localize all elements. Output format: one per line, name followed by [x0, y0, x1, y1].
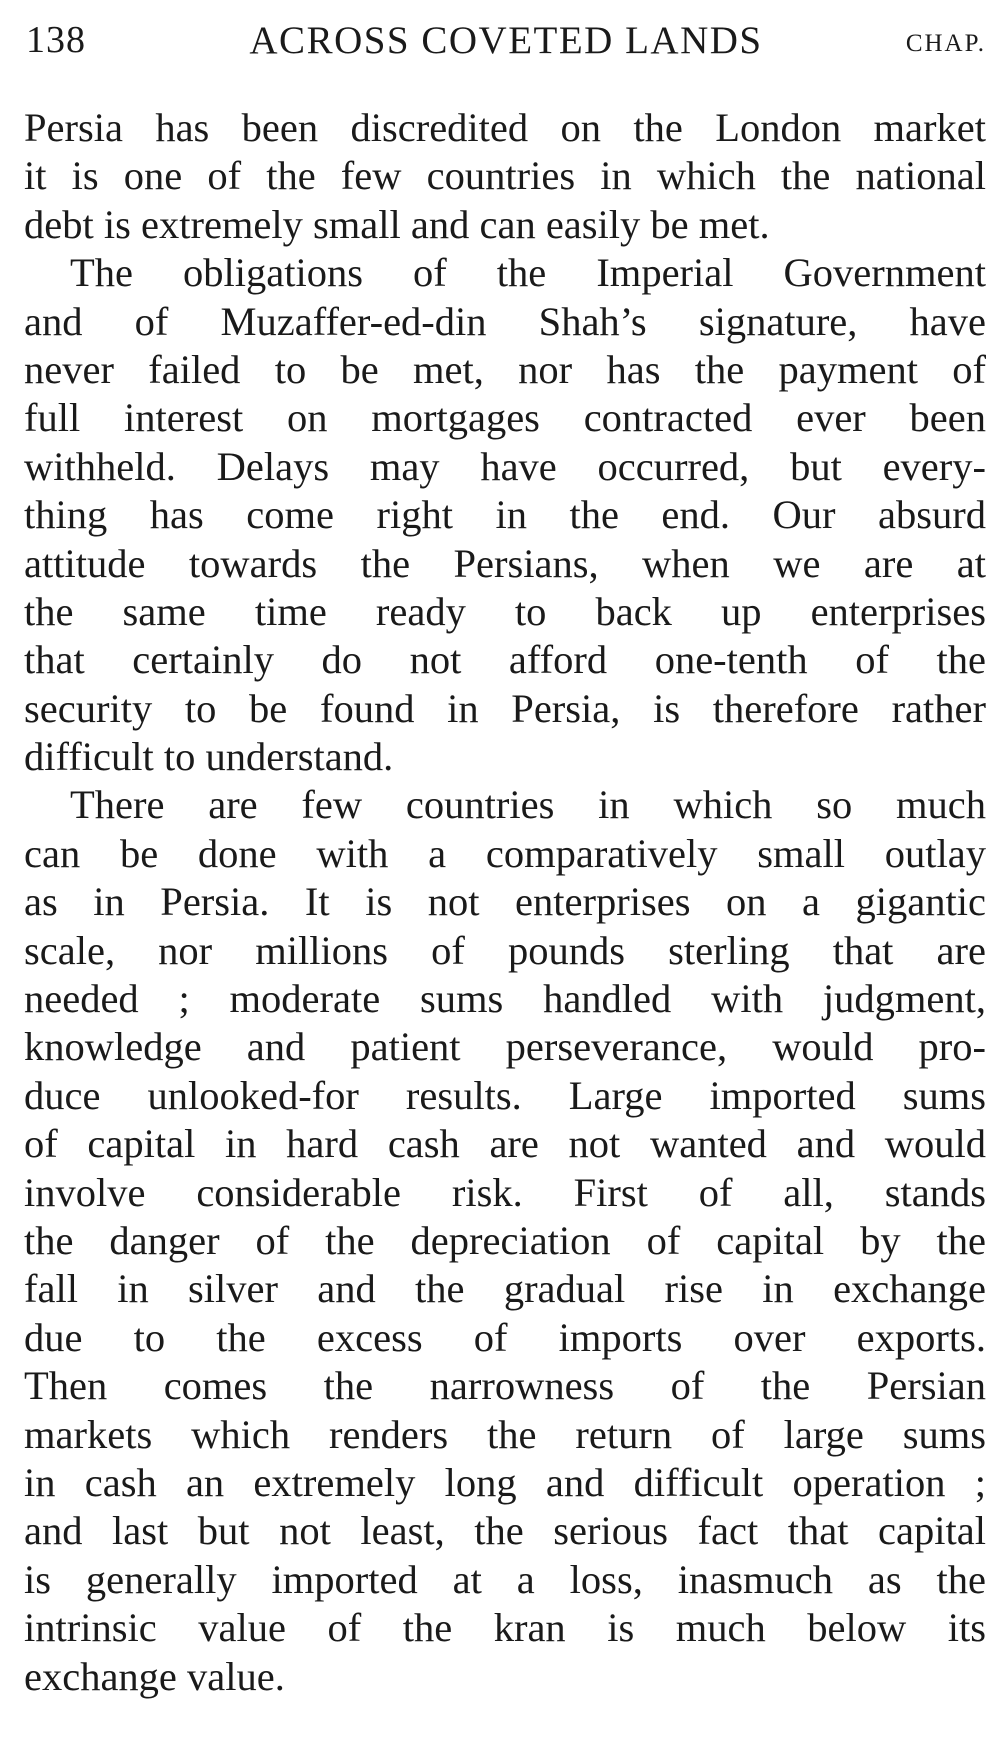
text-line: due to the excess of imports over exports.: [24, 1314, 986, 1360]
text-line: exchange value.: [24, 1653, 285, 1699]
paragraph-2: [24, 249, 986, 781]
text-line: never failed to be met, nor has the payment of: [24, 346, 986, 392]
page-number: 138: [26, 19, 86, 61]
text-line: There are few countries in which so much: [70, 782, 986, 828]
text-line: duce unlooked-for results. Large imported sums: [24, 1072, 986, 1118]
text-line: full interest on mortgages contracted ever been: [24, 395, 986, 441]
text-line: in cash an extremely long and difficult operation ;: [24, 1459, 986, 1505]
text-line: the danger of the depreciation of capital by the: [24, 1217, 986, 1263]
text-line: difficult to understand.: [24, 734, 394, 780]
paragraph-3: [24, 781, 986, 1700]
text-line: withheld. Delays may have occurred, but every-: [24, 443, 986, 489]
text-line: markets which renders the return of large sums: [24, 1411, 986, 1457]
text-line: security to be found in Persia, is therefore rather: [24, 685, 986, 731]
text-line: attitude towards the Persians, when we are at: [24, 540, 986, 586]
text-line: the same time ready to back up enterprises: [24, 588, 986, 634]
text-line: as in Persia. It is not enterprises on a gigantic: [24, 879, 986, 925]
text-line: The obligations of the Imperial Government: [70, 250, 986, 296]
text-line: of capital in hard cash are not wanted and would: [24, 1121, 986, 1167]
text-line: intrinsic value of the kran is much below its: [24, 1605, 986, 1651]
body-text: [24, 104, 986, 1701]
text-line: that certainly do not afford one-tenth of the: [24, 637, 986, 683]
text-line: scale, nor millions of pounds sterling that are: [24, 927, 986, 973]
paragraph-1: [24, 104, 986, 249]
text-line: fall in silver and the gradual rise in exchange: [24, 1266, 986, 1312]
text-line: and of Muzaffer-ed-din Shah’s signature, have: [24, 298, 986, 344]
text-line: Persia has been discredited on the London market: [24, 105, 986, 150]
text-line: it is one of the few countries in which the national: [24, 153, 986, 199]
chapter-marker: CHAP.: [905, 30, 986, 57]
text-line: can be done with a comparatively small outlay: [24, 830, 986, 876]
text-line: and last but not least, the serious fact that capital: [24, 1508, 986, 1554]
running-title: ACROSS COVETED LANDS: [249, 19, 763, 62]
text-line: is generally imported at a loss, inasmuch as the: [24, 1556, 986, 1602]
text-line: debt is extremely small and can easily be met.: [24, 201, 770, 247]
text-line: needed ; moderate sums handled with judgment,: [24, 976, 986, 1022]
text-line: Then comes the narrowness of the Persian: [24, 1363, 986, 1409]
text-line: involve considerable risk. First of all, stands: [24, 1169, 986, 1215]
text-line: knowledge and patient perseverance, would pro-: [24, 1024, 986, 1070]
text-line: thing has come right in the end. Our absurd: [24, 492, 986, 538]
running-header: [26, 14, 986, 74]
